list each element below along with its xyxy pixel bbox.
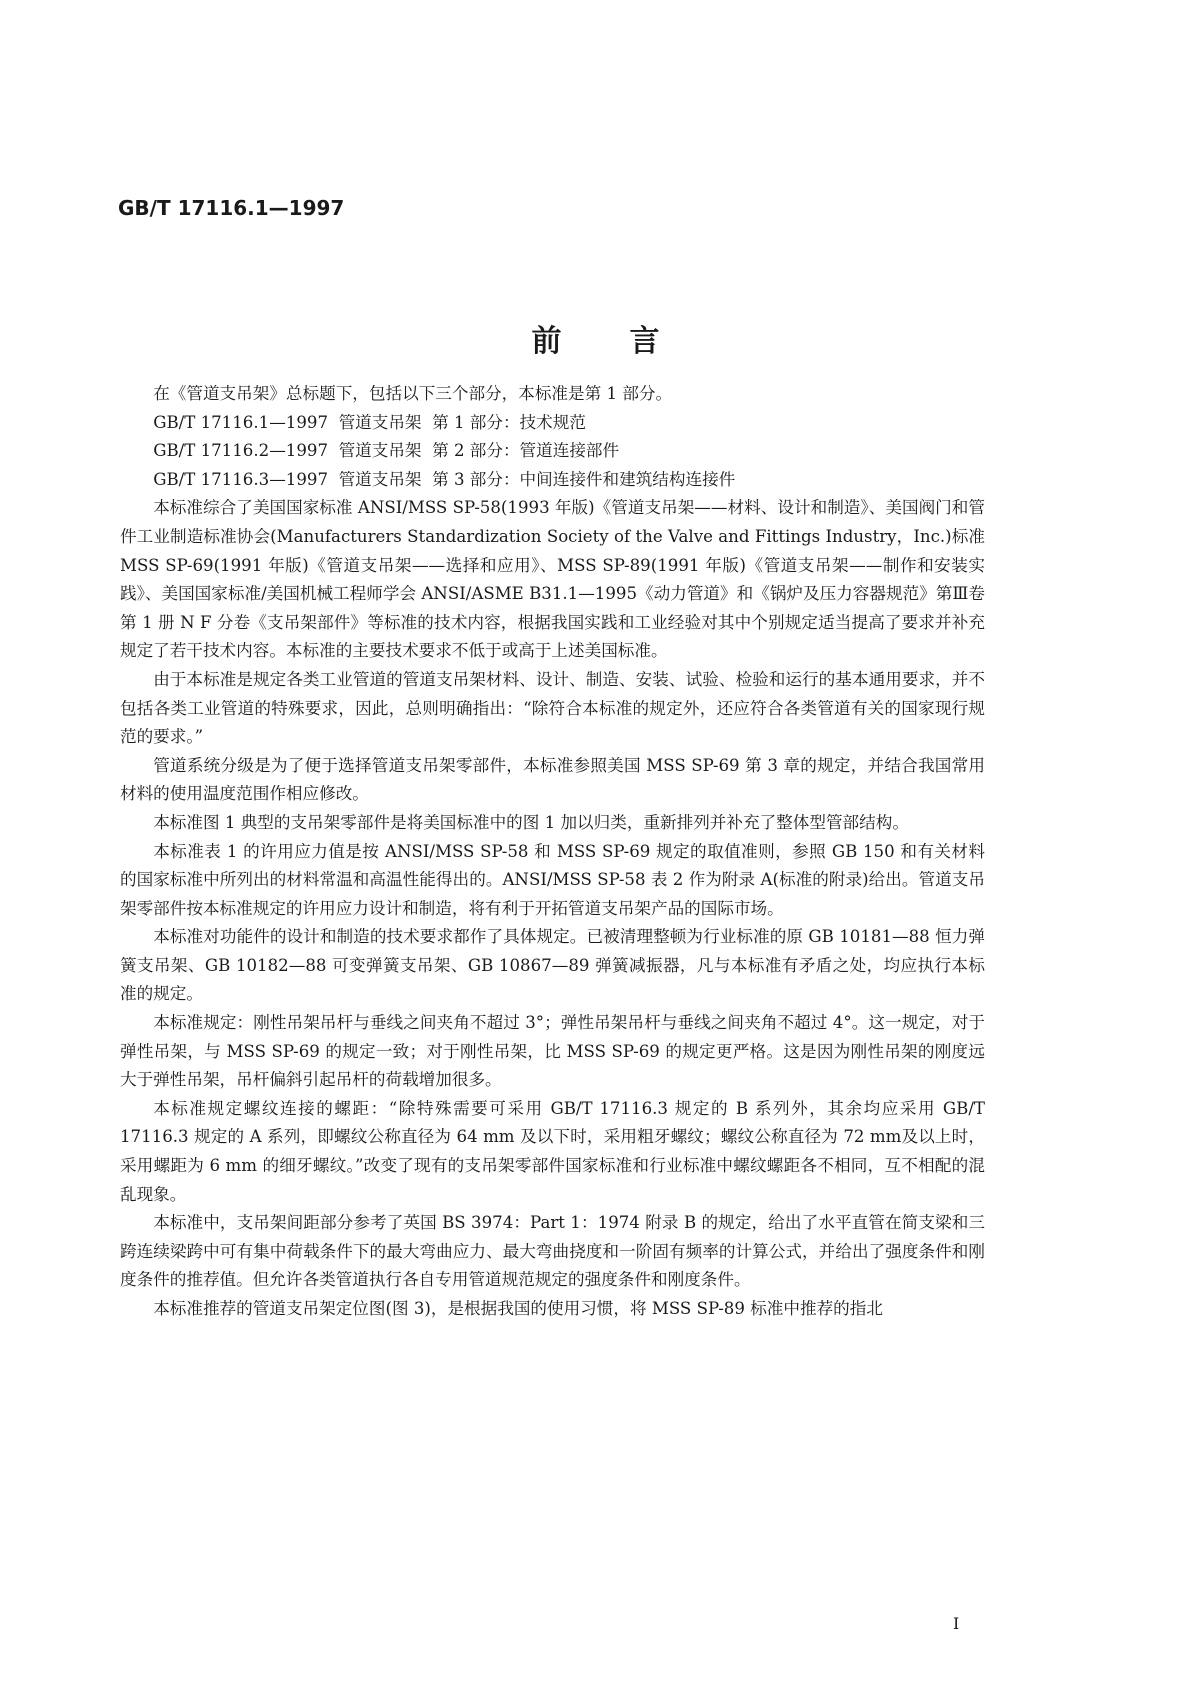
paragraph-scope: 由于本标准是规定各类工业管道的管道支吊架材料、设计、制造、安装、试验、检验和运行的基本通用要求，并不包括各类工业管道的特殊要求，因此，总则明确指出：“除符合本标准的规定外，还应符合各类管道有关的国家现行规范的要求。” bbox=[120, 669, 985, 747]
standard-code-header: GB/T 17116.1—1997 bbox=[118, 196, 345, 220]
paragraph-thread-pitch: 本标准规定螺纹连接的螺距：“除特殊需要可采用 GB/T 17116.3 规定的 B 系列外，其余均应采用 GB/T 17116.3 规定的 A 系列，即螺纹公称直径为 64 mm 及以下时，采用粗牙螺纹；螺纹公称直径为 72 mm及以上时，采用螺距为 6 mm 的细牙螺纹。”改变了现有的支吊架零部件国家标准和行业标准中螺纹螺距各不相同，互不相配的混乱现象。 bbox=[120, 1098, 985, 1204]
paragraph-figure-1: 本标准图 1 典型的支吊架零部件是将美国标准中的图 1 加以归类，重新排列并补充了整体型管部结构。 bbox=[153, 812, 909, 832]
paragraph-table-1: 本标准表 1 的许用应力值是按 ANSI/MSS SP-58 和 MSS SP-69 规定的取值准则，参照 GB 150 和有关材料的国家标准中所列出的材料常温和高温性能得出的。ANSI/MSS SP-58 表 2 作为附录 A(标准的附录)给出。管道支吊架零部件按本标准规定的许用应力设计和制造，将有利于开拓管道支吊架产品的国际市场。 bbox=[120, 841, 985, 918]
part-1-line: GB/T 17116.1—1997 管道支吊架 第 1 部分：技术规范 bbox=[153, 412, 586, 432]
paragraph-support-spacing: 本标准中，支吊架间距部分参考了英国 BS 3974：Part 1：1974 附录 B 的规定，给出了水平直管在简支梁和三跨连续梁跨中可有集中荷载条件下的最大弯曲应力、最大弯曲挠度和一阶固有频率的计算公式，并给出了强度条件和刚度条件的推荐值。但允许各类管道执行各自专用管道规范规定的强度条件和刚度条件。 bbox=[120, 1213, 985, 1290]
paragraph-functional-parts: 本标准对功能件的设计和制造的技术要求都作了具体规定。已被清理整顿为行业标准的原 GB 10181—88 恒力弹簧支吊架、GB 10182—88 可变弹簧支吊架、GB 10867—89 弹簧减振器，凡与本标准有矛盾之处，均应执行本标准的规定。 bbox=[120, 927, 985, 1004]
paragraph-hanger-angle: 本标准规定：刚性吊架吊杆与垂线之间夹角不超过 3°；弹性吊架吊杆与垂线之间夹角不超过 4°。这一规定，对于弹性吊架，与 MSS SP-69 的规定一致；对于刚性吊架，比 MSS SP-69 的规定更严格。这是因为刚性吊架的刚度远大于弹性吊架，吊杆偏斜引起吊杆的荷载增加很多。 bbox=[120, 1013, 985, 1090]
part-2-line: GB/T 17116.2—1997 管道支吊架 第 2 部分：管道连接部件 bbox=[153, 441, 620, 461]
foreword-body bbox=[120, 380, 985, 1324]
paragraph-classification: 管道系统分级是为了便于选择管道支吊架零部件，本标准参照美国 MSS SP-69 第 3 章的规定，并结合我国常用材料的使用温度范围作相应修改。 bbox=[120, 755, 985, 804]
paragraph-location-diagram: 本标准推荐的管道支吊架定位图(图 3)，是根据我国的使用习惯，将 MSS SP-89 标准中推荐的指北 bbox=[153, 1299, 883, 1318]
page-title: 前言 bbox=[531, 324, 728, 359]
page-number: I bbox=[953, 1614, 960, 1633]
part-3-line: GB/T 17116.3—1997 管道支吊架 第 3 部分：中间连接件和建筑结构连接件 bbox=[153, 469, 736, 489]
paragraph-sources: 本标准综合了美国国家标准 ANSI/MSS SP-58(1993 年版)《管道支吊架——材料、设计和制造》、美国阀门和管件工业制造标准协会(Manufacturers Standardization Society of the Valve and Fittings Industry，Inc.)标准 MSS SP-69(1991 年版)《管道支吊架——选择和应用》、MSS SP-89(1991 年版)《管道支吊架——制作和安装实践》、美国国家标准/美国机械工程师学会 ANSI/ASME B31.1—1995《动力管道》和《锅炉及压力容器规范》第Ⅲ卷第 1 册 N F 分卷《支吊架部件》等标准的技术内容，根据我国实践和工业经验对其中个别规定适当提高了要求并补充规定了若干技术内容。本标准的主要技术要求不低于或高于上述美国标准。 bbox=[120, 498, 985, 661]
intro-paragraph: 在《管道支吊架》总标题下，包括以下三个部分，本标准是第 1 部分。 bbox=[153, 384, 673, 403]
